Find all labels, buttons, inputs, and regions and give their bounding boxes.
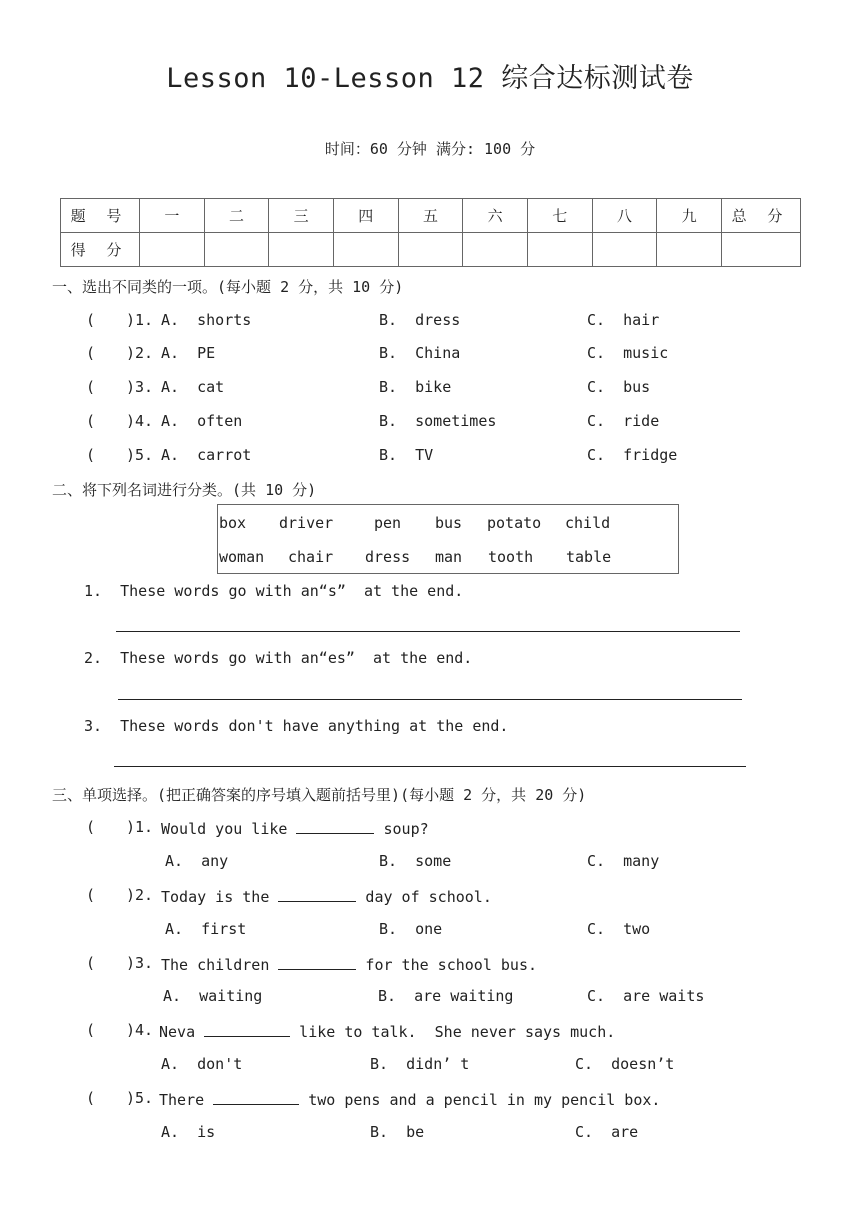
answer-bracket[interactable]: ( (86, 1089, 96, 1107)
question-number: )5. (126, 1089, 154, 1107)
stem-after-blank: for the school bus. (356, 956, 538, 974)
question-number: )1. (126, 818, 154, 836)
fill-blank[interactable] (204, 1021, 290, 1037)
score-cell[interactable] (592, 233, 657, 267)
question-number: )5. (126, 446, 154, 464)
word-bank-word: tooth (488, 548, 534, 566)
answer-bracket[interactable]: ( (86, 1021, 96, 1039)
question-number: )2. (126, 886, 154, 904)
score-cell[interactable] (657, 233, 722, 267)
score-row-label: 得 分 (61, 233, 140, 267)
header-cell-total: 总 分 (722, 199, 801, 233)
classify-question-1: 1. These words go with an“s” at the end. (84, 582, 464, 600)
option-a: A. often (161, 412, 243, 430)
option-b: B. TV (379, 446, 434, 464)
word-bank-word: driver (279, 514, 334, 532)
option-b: B. China (379, 344, 461, 362)
option-b: B. are waiting (378, 987, 514, 1005)
score-cell[interactable] (722, 233, 801, 267)
fill-blank[interactable] (296, 818, 374, 834)
question-stem (161, 954, 537, 974)
answer-bracket[interactable]: ( (86, 446, 96, 464)
word-bank-word: man (435, 548, 463, 566)
option-a: A. is (161, 1123, 216, 1141)
answer-line[interactable] (114, 766, 746, 767)
question-number: )3. (126, 954, 154, 972)
stem-after-blank: two pens and a pencil in my pencil box. (299, 1091, 661, 1109)
word-bank-word: child (565, 514, 611, 532)
stem-before-blank: Today is the (161, 888, 279, 906)
word-bank-word: table (566, 548, 612, 566)
option-c: C. music (587, 344, 669, 362)
score-cell[interactable] (204, 233, 269, 267)
header-cell: 九 (657, 199, 722, 233)
word-bank-word: dress (365, 548, 411, 566)
option-c: C. two (587, 920, 651, 938)
option-b: B. be (370, 1123, 425, 1141)
question-stem (161, 886, 492, 906)
option-b: B. dress (379, 311, 461, 329)
option-b: B. some (379, 852, 452, 870)
word-bank-word: woman (219, 548, 265, 566)
score-cell[interactable] (463, 233, 528, 267)
word-bank-word: chair (288, 548, 334, 566)
score-cell[interactable] (140, 233, 205, 267)
option-c: C. are (575, 1123, 639, 1141)
fill-blank[interactable] (278, 954, 356, 970)
header-cell: 五 (398, 199, 463, 233)
answer-bracket[interactable]: ( (86, 818, 96, 836)
option-c: C. many (587, 852, 660, 870)
option-c: C. fridge (587, 446, 678, 464)
word-bank-word: potato (487, 514, 542, 532)
header-cell: 一 (140, 199, 205, 233)
option-a: A. don't (161, 1055, 243, 1073)
word-bank-box (217, 504, 679, 574)
question-stem (161, 818, 429, 838)
option-c: C. bus (587, 378, 651, 396)
question-number: )4. (126, 1021, 154, 1039)
section1-heading: 一、选出不同类的一项。(每小题 2 分，共 10 分) (52, 278, 404, 296)
stem-after-blank: like to talk. She never says much. (290, 1023, 616, 1041)
header-cell: 六 (463, 199, 528, 233)
stem-before-blank: There (159, 1091, 214, 1109)
option-c: C. hair (587, 311, 660, 329)
stem-before-blank: Would you like (161, 820, 297, 838)
score-table-score-row (61, 233, 801, 267)
answer-bracket[interactable]: ( (86, 412, 96, 430)
classify-question-2: 2. These words go with an“es” at the end. (84, 649, 473, 667)
stem-after-blank: soup? (374, 820, 429, 838)
question-stem (159, 1021, 615, 1041)
classify-question-3: 3. These words don't have anything at the end. (84, 717, 509, 735)
option-a: A. carrot (161, 446, 252, 464)
exam-time-and-score: 时间：60 分钟 满分: 100 分 (324, 140, 536, 158)
header-cell: 四 (333, 199, 398, 233)
score-cell[interactable] (398, 233, 463, 267)
stem-after-blank: day of school. (356, 888, 492, 906)
score-cell[interactable] (269, 233, 334, 267)
header-cell: 二 (204, 199, 269, 233)
score-table (60, 198, 801, 267)
option-a: A. shorts (161, 311, 252, 329)
answer-bracket[interactable]: ( (86, 378, 96, 396)
option-b: B. didn’ t (370, 1055, 470, 1073)
option-c: C. doesn’t (575, 1055, 675, 1073)
header-cell: 三 (269, 199, 334, 233)
question-stem (159, 1089, 660, 1109)
question-number: )2. (126, 344, 154, 362)
page-title: Lesson 10-Lesson 12 综合达标测试卷 (166, 63, 694, 94)
word-bank-word: box (219, 514, 247, 532)
answer-bracket[interactable]: ( (86, 344, 96, 362)
section2-heading: 二、将下列名词进行分类。(共 10 分) (52, 481, 317, 499)
header-cell: 八 (592, 199, 657, 233)
fill-blank[interactable] (278, 886, 356, 902)
answer-bracket[interactable]: ( (86, 311, 96, 329)
word-bank-word: pen (374, 514, 402, 532)
answer-bracket[interactable]: ( (86, 886, 96, 904)
option-c: C. ride (587, 412, 660, 430)
question-number: )3. (126, 378, 154, 396)
stem-before-blank: The children (161, 956, 279, 974)
option-b: B. one (379, 920, 443, 938)
question-number: )4. (126, 412, 154, 430)
option-b: B. sometimes (379, 412, 497, 430)
question-number: )1. (126, 311, 154, 329)
option-b: B. bike (379, 378, 452, 396)
option-c: C. are waits (587, 987, 705, 1005)
score-table-header-row (61, 199, 801, 233)
score-cell[interactable] (333, 233, 398, 267)
option-a: A. PE (161, 344, 216, 362)
answer-line[interactable] (118, 699, 742, 700)
section3-heading: 三、单项选择。(把正确答案的序号填入题前括号里)(每小题 2 分，共 20 分) (52, 786, 587, 804)
answer-line[interactable] (116, 631, 740, 632)
header-cell: 七 (527, 199, 592, 233)
stem-before-blank: Neva (159, 1023, 205, 1041)
option-a: A. any (165, 852, 229, 870)
option-a: A. waiting (163, 987, 263, 1005)
answer-bracket[interactable]: ( (86, 954, 96, 972)
option-a: A. cat (161, 378, 225, 396)
fill-blank[interactable] (213, 1089, 299, 1105)
score-cell[interactable] (527, 233, 592, 267)
word-bank-word: bus (435, 514, 463, 532)
header-cell-label: 题 号 (61, 199, 140, 233)
option-a: A. first (165, 920, 247, 938)
